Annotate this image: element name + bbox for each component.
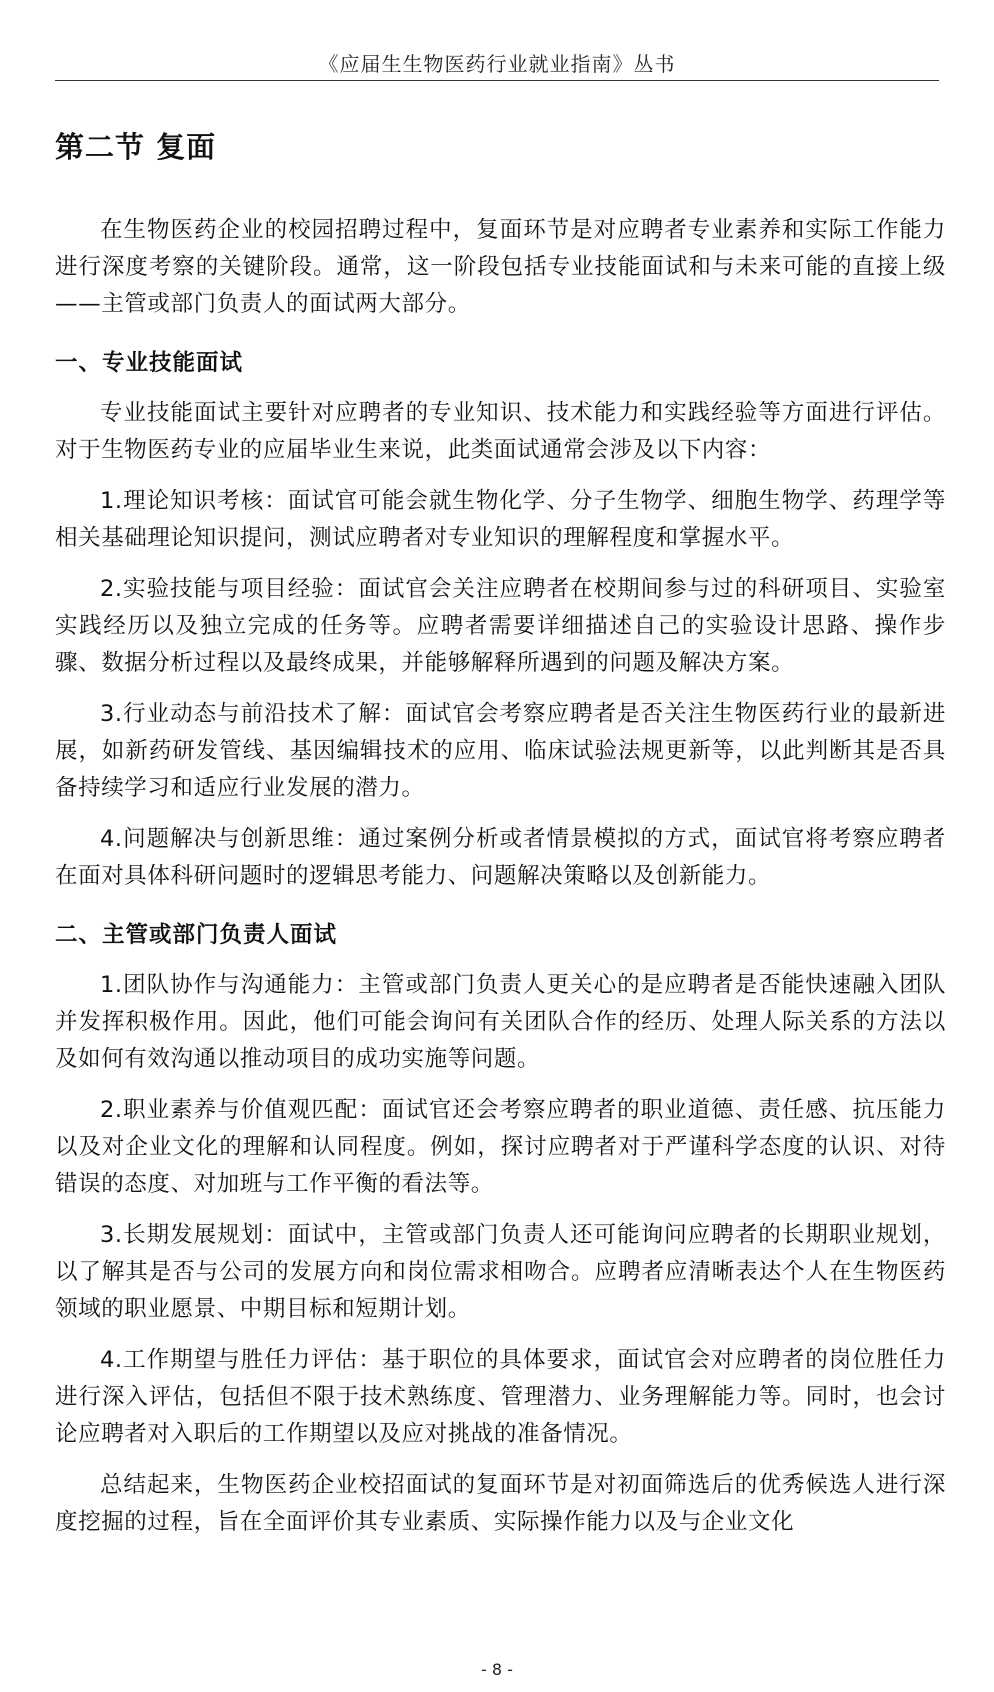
list-item: 1.团队协作与沟通能力：主管或部门负责人更关心的是应聘者是否能快速融入团队并发挥积极作用。因此，他们可能会询问有关团队合作的经历、处理人际关系的方法以及如何有效沟通以推动项目的成功实施等问题。 (55, 972, 946, 1072)
subheading-manager-interview: 二、主管或部门负责人面试 (55, 922, 338, 948)
section-intro: 在生物医药企业的校园招聘过程中，复面环节是对应聘者专业素养和实际工作能力进行深度考察的关键阶段。通常，这一阶段包括专业技能面试和与未来可能的直接上级——主管或部门负责人的面试两大部分。 (55, 217, 946, 317)
section-title: 第二节 复面 (55, 130, 217, 164)
list-item: 2.职业素养与价值观匹配：面试官还会考察应聘者的职业道德、责任感、抗压能力以及对企业文化的理解和认同程度。例如，探讨应聘者对于严谨科学态度的认识、对待错误的态度、对加班与工作平衡的看法等。 (55, 1097, 946, 1197)
list-item: 4.工作期望与胜任力评估：基于职位的具体要求，面试官会对应聘者的岗位胜任力进行深入评估，包括但不限于技术熟练度、管理潜力、业务理解能力等。同时，也会讨论应聘者对入职后的工作期望以及应对挑战的准备情况。 (55, 1347, 946, 1447)
list-item: 3.行业动态与前沿技术了解：面试官会考察应聘者是否关注生物医药行业的最新进展，如新药研发管线、基因编辑技术的应用、临床试验法规更新等，以此判断其是否具备持续学习和适应行业发展的潜力。 (55, 701, 946, 801)
list-item: 3.长期发展规划：面试中，主管或部门负责人还可能询问应聘者的长期职业规划，以了解其是否与公司的发展方向和岗位需求相吻合。应聘者应清晰表达个人在生物医药领域的职业愿景、中期目标和短期计划。 (55, 1222, 946, 1322)
list-item: 4.问题解决与创新思维：通过案例分析或者情景模拟的方式，面试官将考察应聘者在面对具体科研问题时的逻辑思考能力、问题解决策略以及创新能力。 (55, 826, 946, 889)
page-number: - 8 - (481, 1660, 513, 1679)
subheading-professional-skills: 一、专业技能面试 (55, 350, 244, 376)
page-content (55, 125, 946, 1555)
paragraph: 专业技能面试主要针对应聘者的专业知识、技术能力和实践经验等方面进行评估。对于生物医药专业的应届毕业生来说，此类面试通常会涉及以下内容： (55, 400, 946, 463)
running-header: 《应届生生物医药行业就业指南》丛书 (318, 52, 676, 76)
list-item: 2.实验技能与项目经验：面试官会关注应聘者在校期间参与过的科研项目、实验室实践经历以及独立完成的任务等。应聘者需要详细描述自己的实验设计思路、操作步骤、数据分析过程以及最终成果，并能够解释所遇到的问题及解决方案。 (55, 576, 946, 676)
list-item: 1.理论知识考核：面试官可能会就生物化学、分子生物学、细胞生物学、药理学等相关基础理论知识提问，测试应聘者对专业知识的理解程度和掌握水平。 (55, 488, 946, 551)
summary-paragraph: 总结起来，生物医药企业校招面试的复面环节是对初面筛选后的优秀候选人进行深度挖掘的过程，旨在全面评价其专业素质、实际操作能力以及与企业文化 (55, 1472, 946, 1535)
header-rule (55, 80, 939, 81)
